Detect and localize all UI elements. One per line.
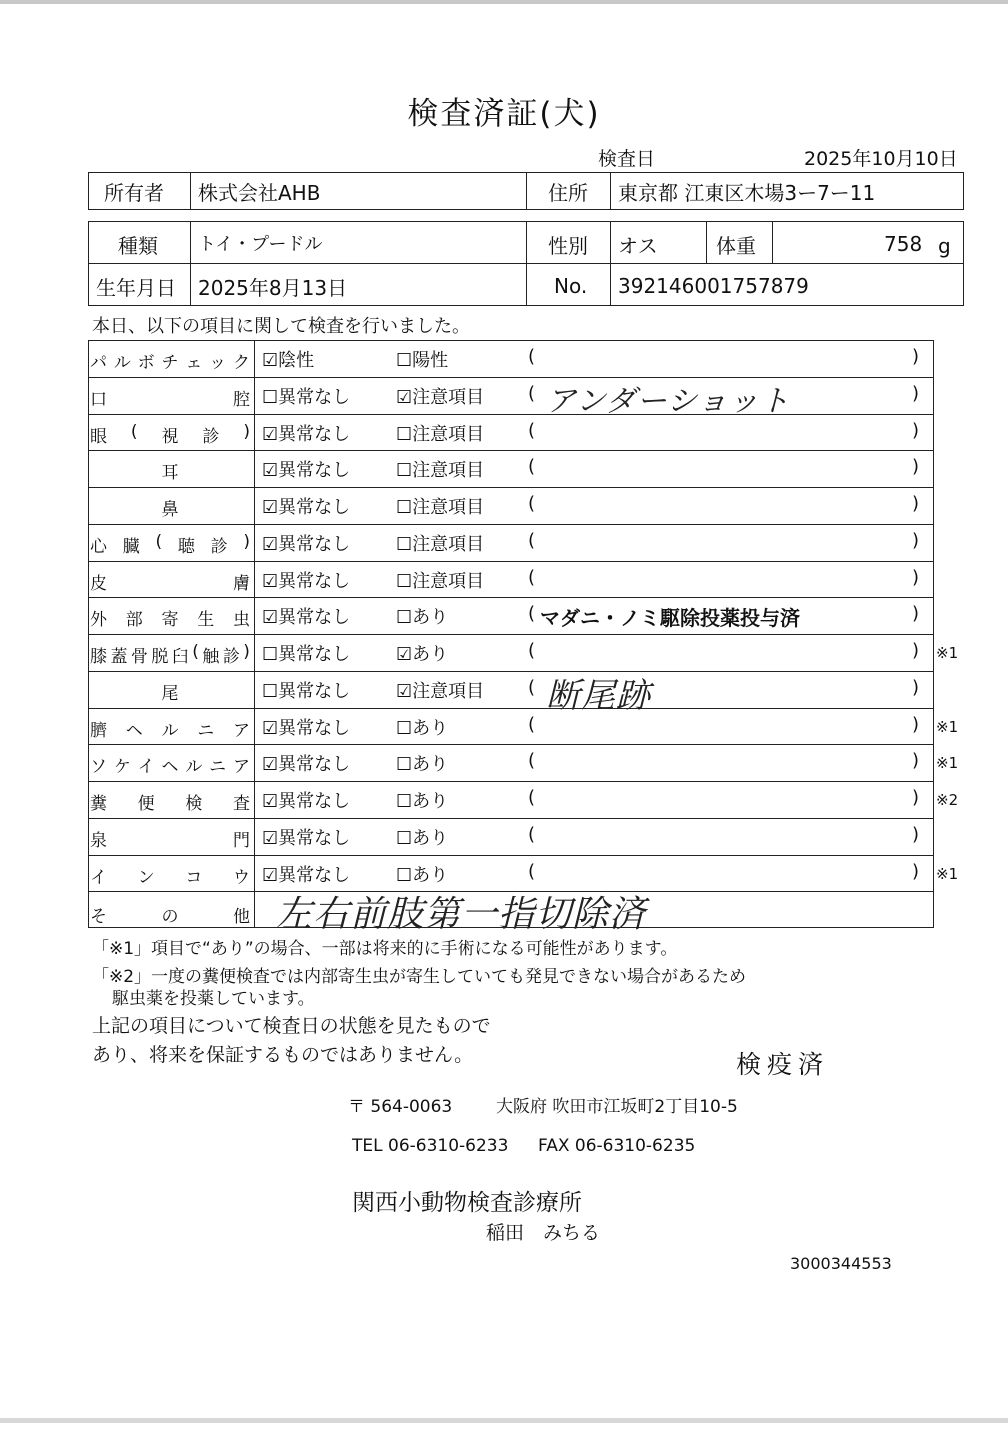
option-2-checkbox[interactable]: ☐あり <box>396 791 449 812</box>
note-paren-open: ( <box>528 420 536 441</box>
note-paren-close: ) <box>912 824 920 845</box>
row-label-char: 部 <box>125 610 143 630</box>
row-label <box>90 789 250 814</box>
row-label-char: 検 <box>185 794 203 814</box>
exam-date: 2025年10月10日 <box>804 148 958 170</box>
option-1-checkbox[interactable]: ☑異常なし <box>262 607 351 628</box>
option-1-checkbox[interactable]: ☑異常なし <box>262 791 351 812</box>
row-divider <box>88 818 934 819</box>
divider <box>190 172 191 210</box>
divider <box>610 172 611 210</box>
row-label-char: 視 <box>161 427 179 447</box>
row-label <box>90 679 250 704</box>
postal-code: 〒 564-0063 <box>348 1097 453 1117</box>
option-2-checkbox[interactable]: ☐あり <box>396 754 449 775</box>
option-2-checkbox[interactable]: ☐あり <box>396 828 449 849</box>
weight-unit: g <box>938 234 951 258</box>
row-label <box>90 385 250 410</box>
note-paren-close: ) <box>912 750 920 771</box>
footnote-mark: ※1 <box>936 865 959 883</box>
row-label <box>90 348 250 373</box>
row-label <box>90 569 250 594</box>
row-label <box>90 642 250 667</box>
row-label-char: 寄 <box>161 610 179 630</box>
row-label-char: ) <box>243 642 250 662</box>
row-label-char: 診 <box>202 427 220 447</box>
note-paren-close: ) <box>912 346 920 367</box>
row-label-char: 査 <box>232 794 250 814</box>
dob-label: 生年月日 <box>96 276 176 300</box>
weight-label: 体重 <box>716 234 756 258</box>
option-1-checkbox[interactable]: ☑陰性 <box>262 350 315 371</box>
row-divider <box>88 450 934 451</box>
row-label-char: 臓 <box>122 537 140 557</box>
row-label-char: 聴 <box>177 537 195 557</box>
divider <box>526 172 527 210</box>
row-label-char: 尾 <box>161 684 179 704</box>
row-label-char: ア <box>233 721 250 741</box>
row-label-char: ( <box>130 422 138 442</box>
scan-edge-bottom <box>0 1418 1008 1423</box>
disclaimer: 上記の項目について検査日の状態を見たものであり、将来を保証するものではありません。 <box>92 1015 491 1066</box>
inspector-name: 稲田 みちる <box>486 1222 601 1244</box>
note-paren-open: ( <box>528 677 536 698</box>
row-label-char: 眼 <box>90 427 107 447</box>
document-title: 検査済証(犬) <box>407 96 601 132</box>
row-divider <box>88 561 934 562</box>
row-label <box>90 752 250 777</box>
note-paren-open: ( <box>528 603 536 624</box>
option-1-checkbox[interactable]: ☐異常なし <box>262 681 351 702</box>
other-label: そ の 他 <box>90 907 250 927</box>
row-label-char: 門 <box>233 831 250 851</box>
row-label-char: ) <box>243 532 250 552</box>
document-number: 3000344553 <box>790 1254 892 1273</box>
row-label <box>90 495 250 520</box>
option-1-checkbox[interactable]: ☐異常なし <box>262 387 351 408</box>
option-1-checkbox[interactable]: ☑異常なし <box>262 718 351 739</box>
row-label-char: ル <box>161 721 179 741</box>
option-2-checkbox[interactable]: ☑あり <box>396 644 449 665</box>
note-paren-close: ) <box>912 420 920 441</box>
note-paren-open: ( <box>528 456 536 477</box>
row-label-char: 膚 <box>233 574 250 594</box>
row-label-char: ニ <box>197 721 215 741</box>
row-label <box>90 458 250 483</box>
option-2-checkbox[interactable]: ☐注意項目 <box>396 534 485 555</box>
row-label-char: 触 <box>202 647 220 667</box>
row-label-char: ソ <box>90 757 107 777</box>
owner-label: 所有者 <box>104 181 164 205</box>
sex-value: オス <box>618 234 658 258</box>
divider <box>610 221 611 306</box>
row-label-char: ボ <box>137 353 155 373</box>
divider <box>190 221 191 306</box>
handwritten-oral: アンダーショット <box>546 384 791 419</box>
row-divider <box>88 414 934 415</box>
row-divider <box>88 671 934 672</box>
intro-text: 本日、以下の項目に関して検査を行いました。 <box>92 316 470 337</box>
note-paren-open: ( <box>528 861 536 882</box>
row-divider <box>88 744 934 745</box>
row-label-char: パ <box>90 353 107 373</box>
note-paren-close: ) <box>912 677 920 698</box>
clinic-fax: FAX 06-6310-6235 <box>538 1136 696 1156</box>
row-divider <box>88 781 934 782</box>
row-label-char: 外 <box>90 610 107 630</box>
note-paren-open: ( <box>528 750 536 771</box>
footnote-mark: ※1 <box>936 718 959 736</box>
row-label <box>90 716 250 741</box>
row-label-char: 糞 <box>90 794 107 814</box>
note-paren-close: ) <box>912 530 920 551</box>
scan-edge-top <box>0 0 1008 4</box>
row-label-char: ヘ <box>125 721 143 741</box>
row-label-char: 臍 <box>90 721 107 741</box>
row-note: マダニ・ノミ駆除投薬投与済 <box>540 606 800 630</box>
row-label-char: ク <box>232 353 250 373</box>
row-label <box>90 863 250 888</box>
clinic-tel: TEL 06-6310-6233 <box>352 1136 509 1156</box>
option-2-checkbox[interactable]: ☐注意項目 <box>396 571 485 592</box>
row-label <box>90 422 250 447</box>
divider <box>526 221 527 306</box>
note-paren-open: ( <box>528 567 536 588</box>
row-label-char: 虫 <box>233 610 250 630</box>
row-label-char: ) <box>243 422 250 442</box>
row-label-char: 診 <box>210 537 228 557</box>
weight-value: 758 <box>884 232 923 256</box>
row-label-char: 蓋 <box>110 647 128 667</box>
breed-value: トイ・プードル <box>198 234 323 255</box>
option-2-checkbox[interactable]: ☐あり <box>396 865 449 886</box>
row-label-char: ( <box>192 642 199 662</box>
row-label <box>90 605 250 630</box>
row-label-char: 骨 <box>130 647 148 667</box>
note-paren-close: ) <box>912 567 920 588</box>
option-1-checkbox[interactable]: ☑異常なし <box>262 460 351 481</box>
option-2-checkbox[interactable]: ☐陽性 <box>396 350 449 371</box>
option-2-checkbox[interactable]: ☐注意項目 <box>396 424 485 445</box>
breed-label: 種類 <box>118 234 158 258</box>
row-divider <box>88 597 934 598</box>
quarantine-stamp: 検疫済 <box>736 1050 830 1079</box>
note-paren-open: ( <box>528 346 536 367</box>
row-label-char: 心 <box>90 537 107 557</box>
footnote-1: 「※1」項目で“あり”の場合、一部は将来的に手術になる可能性があります。 <box>92 939 678 959</box>
note-paren-close: ) <box>912 493 920 514</box>
note-paren-open: ( <box>528 530 536 551</box>
option-1-checkbox[interactable]: ☑異常なし <box>262 497 351 518</box>
handwritten-tail: 断尾跡 <box>546 676 651 716</box>
row-divider <box>88 524 934 525</box>
note-paren-open: ( <box>528 787 536 808</box>
row-label-char: ニ <box>209 757 227 777</box>
option-1-checkbox[interactable]: ☑異常なし <box>262 865 351 886</box>
footnote-2-cont: 駆虫薬を投薬しています。 <box>112 989 315 1009</box>
row-label <box>90 826 250 851</box>
note-paren-open: ( <box>528 493 536 514</box>
option-2-checkbox[interactable]: ☐注意項目 <box>396 497 485 518</box>
note-paren-open: ( <box>528 640 536 661</box>
note-paren-close: ) <box>912 456 920 477</box>
row-label-char: ア <box>232 757 250 777</box>
row-label <box>90 532 250 557</box>
row-label-char: 脱 <box>151 647 169 667</box>
clinic-name: 関西小動物検査診療所 <box>352 1190 582 1216</box>
row-label-char: イ <box>137 757 155 777</box>
note-paren-close: ) <box>912 861 920 882</box>
row-label-char: 生 <box>197 610 215 630</box>
row-label-char: 耳 <box>161 463 179 483</box>
row-label-char: 口 <box>90 390 107 410</box>
row-label-char: コ <box>185 868 203 888</box>
row-label-char: イ <box>90 868 107 888</box>
option-2-checkbox[interactable]: ☐あり <box>396 607 449 628</box>
row-label-char: ッ <box>209 353 227 373</box>
note-paren-close: ) <box>912 714 920 735</box>
note-paren-open: ( <box>528 714 536 735</box>
row-divider <box>88 377 934 378</box>
dob-value: 2025年8月13日 <box>198 276 348 300</box>
option-1-checkbox[interactable]: ☑異常なし <box>262 571 351 592</box>
footnote-mark: ※1 <box>936 644 959 662</box>
note-paren-close: ) <box>912 603 920 624</box>
row-label-char: ル <box>185 757 203 777</box>
row-label-char: ェ <box>185 353 203 373</box>
row-label-char: 臼 <box>171 647 189 667</box>
option-1-checkbox[interactable]: ☑異常なし <box>262 754 351 775</box>
row-label-char: 腔 <box>233 390 250 410</box>
option-1-checkbox[interactable]: ☑異常なし <box>262 828 351 849</box>
address-label: 住所 <box>548 181 588 205</box>
row-label-char: 膝 <box>90 647 107 667</box>
row-divider <box>88 634 934 635</box>
address-value: 東京都 江東区木場3ー7ー11 <box>618 181 876 205</box>
option-1-checkbox[interactable]: ☑異常なし <box>262 534 351 555</box>
divider <box>706 221 707 263</box>
note-paren-open: ( <box>528 383 536 404</box>
row-divider <box>88 855 934 856</box>
option-1-checkbox[interactable]: ☑異常なし <box>262 424 351 445</box>
note-paren-close: ) <box>912 640 920 661</box>
row-divider <box>88 708 934 709</box>
footnote-mark: ※2 <box>936 791 959 809</box>
footnote-2: 「※2」一度の糞便検査では内部寄生虫が寄生していても発見できない場合があるため <box>92 967 747 987</box>
row-label-char: 皮 <box>90 574 107 594</box>
row-label-char: 診 <box>222 647 240 667</box>
exam-date-label: 検査日 <box>598 148 656 170</box>
clinic-address: 大阪府 吹田市江坂町2丁目10-5 <box>496 1097 738 1117</box>
no-label: No. <box>554 274 588 298</box>
row-label-char: ( <box>155 532 163 552</box>
row-label-char: ヘ <box>161 757 179 777</box>
note-paren-close: ) <box>912 383 920 404</box>
option-1-checkbox[interactable]: ☐異常なし <box>262 644 351 665</box>
option-2-checkbox[interactable]: ☑注意項目 <box>396 681 485 702</box>
row-label-char: 泉 <box>90 831 107 851</box>
row-label-char: ケ <box>113 757 131 777</box>
note-paren-open: ( <box>528 824 536 845</box>
handwritten-other: 左右前肢第一指切除済 <box>276 894 647 935</box>
no-value: 392146001757879 <box>618 274 809 298</box>
row-label-char: チ <box>161 353 179 373</box>
row-label-char: ン <box>137 868 155 888</box>
sex-label: 性別 <box>548 234 588 258</box>
row-divider <box>88 487 934 488</box>
row-label-char: ウ <box>232 868 250 888</box>
option-2-checkbox[interactable]: ☐注意項目 <box>396 460 485 481</box>
note-paren-close: ) <box>912 787 920 808</box>
row-label-char: 鼻 <box>161 500 179 520</box>
divider <box>772 221 773 263</box>
option-2-checkbox[interactable]: ☑注意項目 <box>396 387 485 408</box>
row-label-char: 便 <box>137 794 155 814</box>
row-label-char: ル <box>113 353 131 373</box>
footnote-mark: ※1 <box>936 754 959 772</box>
owner-value: 株式会社AHB <box>198 181 321 205</box>
option-2-checkbox[interactable]: ☐あり <box>396 718 449 739</box>
